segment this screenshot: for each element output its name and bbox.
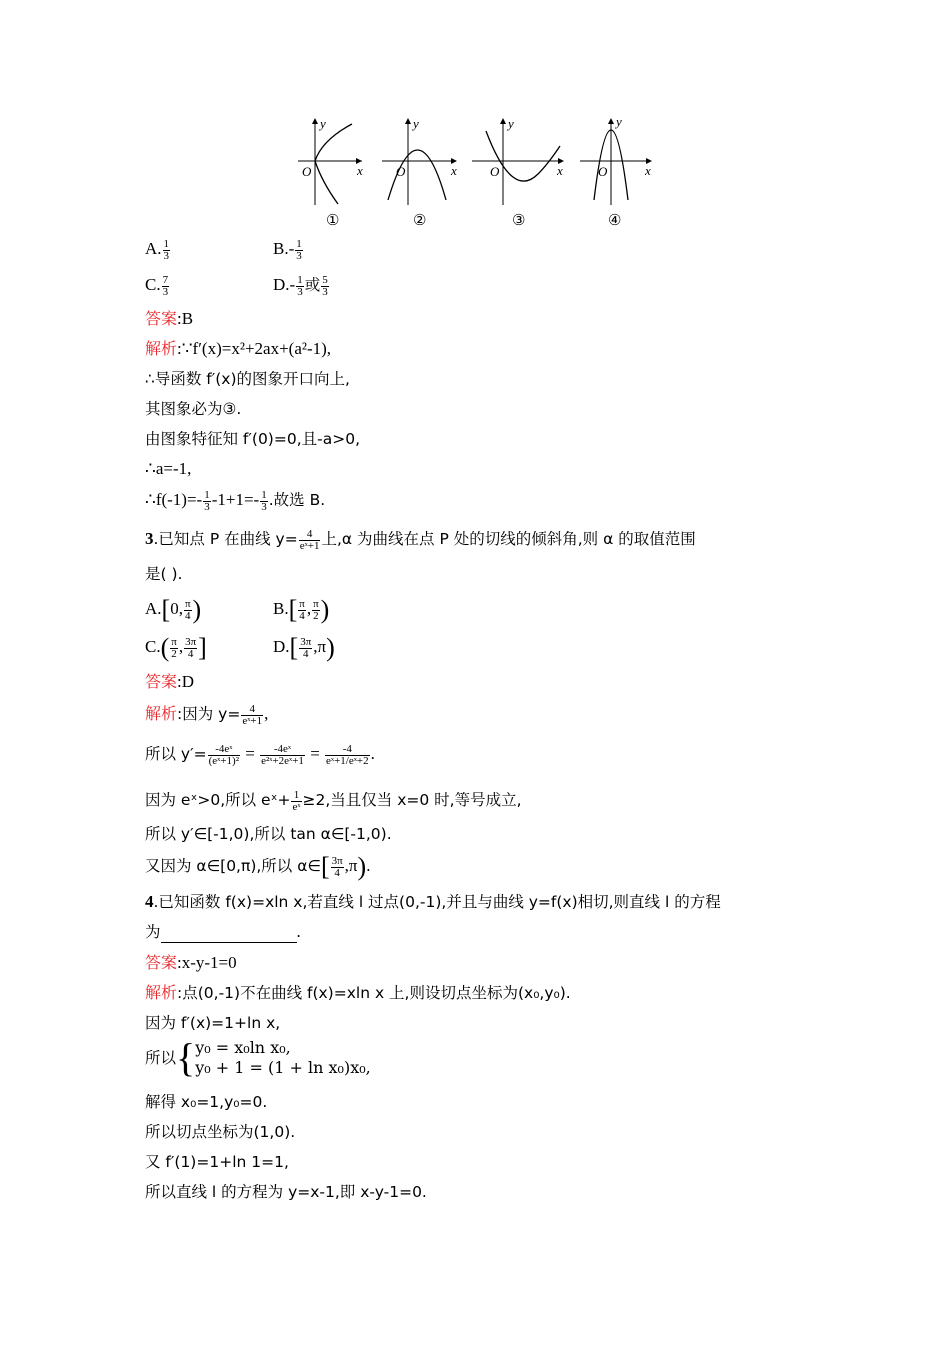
graph-1-x: x bbox=[357, 163, 363, 178]
fraction: $\frac{\pi}{2}$ bbox=[313, 597, 319, 622]
fraction: $\frac{7}{3}$ bbox=[162, 273, 169, 298]
q3-analysis-5: 又因为 α∈[0,π),所以 α∈[ $\frac{3\pi}{4}$ ,π). bbox=[145, 852, 371, 882]
graph-1 bbox=[298, 116, 363, 229]
equation-system: y₀ = x₀ln x₀, y₀ + 1 = (1 + ln x₀)x₀, bbox=[195, 1038, 371, 1077]
graph-2 bbox=[382, 116, 457, 229]
graph-2-x: x bbox=[451, 163, 457, 178]
answer-label: 答案 bbox=[145, 953, 178, 972]
fraction: $\frac{3\pi}{4}$ bbox=[331, 854, 343, 879]
q4-stem-2: 为 . bbox=[145, 922, 301, 941]
q2-analysis-3: 其图象必为③. bbox=[145, 400, 242, 418]
fraction: $\frac{4}{\text{eˣ+1}}$ bbox=[242, 702, 263, 727]
answer-label: 答案 bbox=[145, 672, 178, 691]
fraction: $\frac{\pi}{4}$ bbox=[184, 597, 191, 622]
fraction: $\frac{1}{\text{eˣ}}$ bbox=[292, 788, 301, 813]
q3-option-d: D.[ $\frac{3\pi}{4}$ ,π) bbox=[273, 633, 335, 663]
q4-answer: 答案:x-y-1=0 bbox=[145, 953, 237, 972]
q3-option-b: B.[ $\frac{\pi}{4}$ , $\frac{\pi}{2}$ ) bbox=[273, 595, 330, 625]
q4-analysis-2: 因为 f′(x)=1+ln x, bbox=[145, 1014, 281, 1032]
fraction: $\frac{1}{3}$ bbox=[296, 237, 302, 262]
fraction: $\frac{1}{3}$ bbox=[204, 488, 210, 513]
graph-3 bbox=[472, 116, 564, 229]
q4-analysis-3: 所以{y₀ = x₀ln x₀, y₀ + 1 = (1 + ln x₀)x₀, bbox=[145, 1035, 371, 1080]
analysis-label: 解析 bbox=[145, 339, 178, 358]
q2-option-b: B.- $\frac{1}{3}$ bbox=[273, 237, 302, 262]
q4-analysis-4: 解得 x₀=1,y₀=0. bbox=[145, 1093, 268, 1111]
q4-analysis-6: 又 f′(1)=1+ln 1=1, bbox=[145, 1153, 289, 1171]
q2-answer: 答案:B bbox=[145, 309, 194, 328]
graph-4-x: x bbox=[645, 163, 651, 178]
graph-4 bbox=[580, 114, 652, 229]
answer-blank[interactable] bbox=[161, 924, 297, 943]
analysis-label: 解析 bbox=[145, 704, 178, 723]
fraction: $\frac{5}{3}$ bbox=[322, 273, 328, 298]
graph-2-label: ② bbox=[413, 213, 427, 229]
q3-stem-2: 是( ). bbox=[145, 565, 183, 583]
fraction: $\frac{1}{3}$ bbox=[297, 273, 303, 298]
q4-analysis-7: 所以直线 l 的方程为 y=x-1,即 x-y-1=0. bbox=[145, 1183, 427, 1201]
q2-analysis-6: ∴f(-1)=- $\frac{1}{3}$ -1+1=- $\frac{1}{3}$ .故选 B. bbox=[145, 488, 326, 513]
q3-option-c: C.( $\frac{\pi}{2}$ , $\frac{3\pi}{4}$ ] bbox=[145, 633, 207, 663]
q2-analysis-4: 由图象特征知 f′(0)=0,且-a>0, bbox=[145, 430, 361, 448]
q3-answer: 答案:D bbox=[145, 672, 195, 691]
fraction: $\frac{1}{3}$ bbox=[261, 488, 267, 513]
q3-analysis-4: 所以 y′∈[-1,0),所以 tan α∈[-1,0). bbox=[145, 825, 392, 843]
q2-analysis-1: 解析:∵f′(x)=x²+2ax+(a²-1), bbox=[145, 339, 332, 358]
graph-2-origin: O bbox=[396, 164, 406, 179]
fraction: $\frac{\pi}{2}$ bbox=[171, 635, 177, 660]
fraction: $\frac{\text{-4eˣ}}{\text{(eˣ+1)²}}$ bbox=[208, 742, 239, 767]
question-number: 3 bbox=[145, 529, 154, 548]
graph-3-label: ③ bbox=[512, 213, 526, 229]
graph-1-y: y bbox=[320, 116, 326, 131]
q2-option-d: D.- $\frac{1}{3}$ 或 $\frac{5}{3}$ bbox=[273, 273, 328, 298]
q2-option-a: A. $\frac{1}{3}$ bbox=[145, 237, 170, 262]
q3-option-a: A.[0, $\frac{\pi}{4}$ ) bbox=[145, 595, 202, 625]
q2-analysis-2: ∴导函数 f′(x)的图象开口向上, bbox=[145, 370, 350, 388]
q4-analysis-1: 解析:点(0,-1)不在曲线 f(x)=xln x 上,则设切点坐标为(x₀,y₀). bbox=[145, 983, 571, 1002]
graph-3-x: x bbox=[557, 163, 563, 178]
q2-analysis-5: ∴a=-1, bbox=[145, 459, 192, 478]
graph-4-origin: O bbox=[598, 164, 608, 179]
graph-2-y: y bbox=[413, 116, 419, 131]
q3-analysis-1: 解析:因为 y= $\frac{4}{\text{eˣ+1}}$ , bbox=[145, 702, 269, 727]
fraction: $\frac{\pi}{4}$ bbox=[299, 597, 305, 622]
q3-analysis-2: 所以 y′= $\frac{\text{-4eˣ}}{\text{(eˣ+1)²}}$ = $\frac{\text{-4eˣ}}{\text{e²ˣ+2eˣ+1}}$ = $\frac{-4}{\text{eˣ+1/eˣ+2}}$ . bbox=[145, 742, 375, 767]
fraction: $\frac{4}{\text{eˣ+1}}$ bbox=[299, 527, 320, 552]
graph-4-label: ④ bbox=[608, 213, 622, 229]
graph-3-origin: O bbox=[490, 164, 500, 179]
graph-1-origin: O bbox=[302, 164, 312, 179]
fraction: $\frac{3\pi}{4}$ bbox=[300, 635, 312, 660]
graph-4-y: y bbox=[616, 114, 622, 129]
fraction: $\frac{1}{3}$ bbox=[163, 237, 170, 262]
q4-analysis-5: 所以切点坐标为(1,0). bbox=[145, 1123, 296, 1141]
fraction: $\frac{\text{-4eˣ}}{\text{e²ˣ+2eˣ+1}}$ bbox=[261, 742, 304, 767]
q3-analysis-3: 因为 eˣ>0,所以 eˣ+ $\frac{1}{\text{eˣ}}$ ≥2,当且仅当 x=0 时,等号成立, bbox=[145, 788, 522, 813]
graph-3-y: y bbox=[508, 116, 514, 131]
analysis-label: 解析 bbox=[145, 983, 178, 1002]
q2-option-c: C. $\frac{7}{3}$ bbox=[145, 273, 169, 298]
graphs-figure bbox=[0, 0, 952, 240]
q3-stem-1: 3.已知点 P 在曲线 y= $\frac{4}{\text{eˣ+1}}$ 上,α 为曲线在点 P 处的切线的倾斜角,则 α 的取值范围 bbox=[145, 527, 696, 552]
question-number: 4 bbox=[145, 892, 154, 911]
graph-1-label: ① bbox=[326, 213, 340, 229]
answer-label: 答案 bbox=[145, 309, 178, 328]
fraction: $\frac{3\pi}{4}$ bbox=[185, 635, 197, 660]
q4-stem-1: 4.已知函数 f(x)=xln x,若直线 l 过点(0,-1),并且与曲线 y=f(x)相切,则直线 l 的方程 bbox=[145, 892, 721, 911]
fraction: $\frac{-4}{\text{eˣ+1/eˣ+2}}$ bbox=[326, 742, 369, 767]
